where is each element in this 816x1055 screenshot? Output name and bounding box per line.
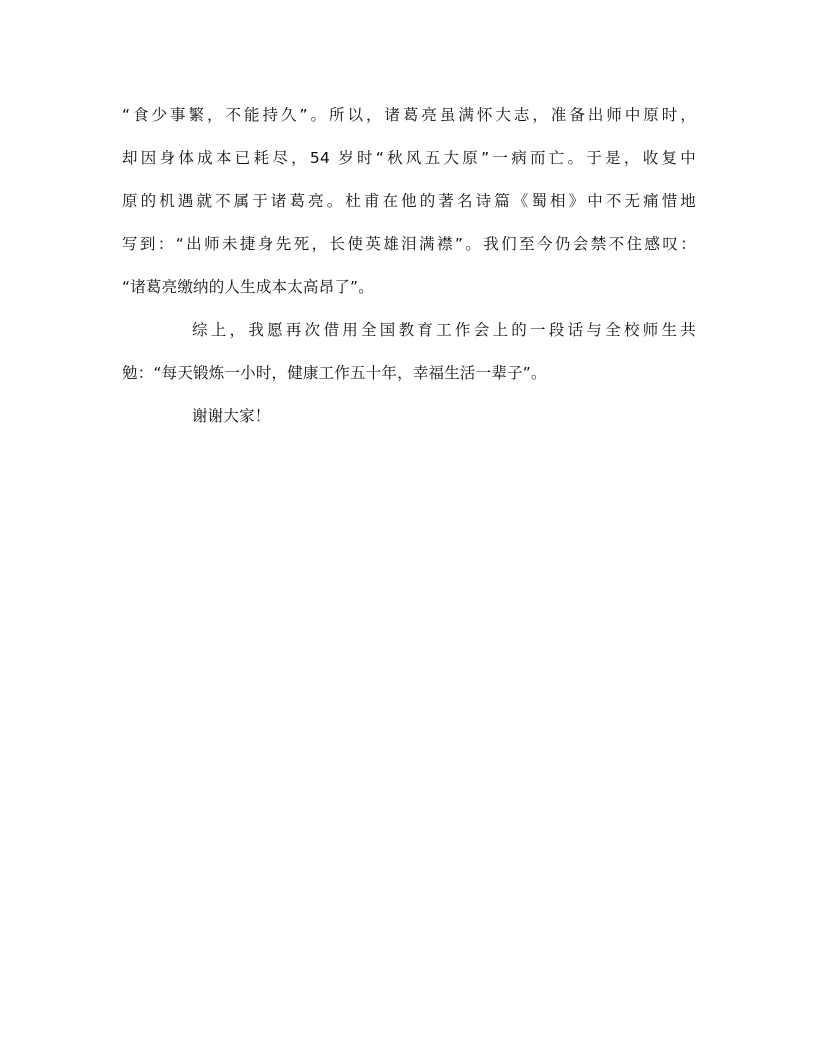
paragraph-1-line-3: 原的机遇就不属于诸葛亮。杜甫在他的著名诗篇《蜀相》中不无痛惜地 <box>122 192 696 210</box>
paragraph-1-line-2: 却因身体成本已耗尽，54 岁时“秋风五大原”一病而亡。于是，收复中 <box>122 149 696 167</box>
paragraph-1-line-5: “诸葛亮缴纳的人生成本太高昂了”。 <box>122 278 374 296</box>
paragraph-2-line-2: 勉：“每天锻炼一小时，健康工作五十年，幸福生活一辈子”。 <box>122 364 547 382</box>
paragraph-1-line-4: 写到：“出师未捷身先死，长使英雄泪满襟”。我们至今仍会禁不住感叹： <box>122 235 696 253</box>
paragraph-2-line-1: 综上，我愿再次借用全国教育工作会上的一段话与全校师生共 <box>192 321 696 339</box>
closing-thanks: 谢谢大家！ <box>192 407 271 425</box>
paragraph-1-line-1: “食少事繁，不能持久”。所以，诸葛亮虽满怀大志，准备出师中原时， <box>122 106 696 124</box>
